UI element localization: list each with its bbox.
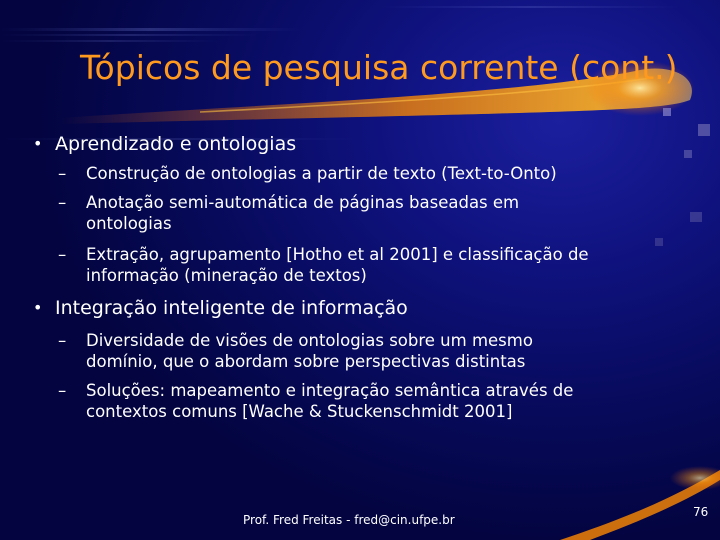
sub-item-line: domínio, que o abordam sobre perspectivas distintas (86, 351, 526, 371)
sub-item (58, 381, 574, 422)
page-number: 76 (693, 505, 709, 519)
sub-item-line: Soluções: mapeamento e integração semântica através de (86, 381, 574, 400)
bullet-text: Aprendizado e ontologias (55, 133, 297, 155)
sub-item-line: informação (mineração de textos) (86, 265, 367, 285)
sub-item (58, 164, 557, 185)
sub-item (58, 331, 533, 372)
dash: – (58, 245, 67, 264)
dash: – (58, 331, 67, 350)
sub-item-text: Construção de ontologias a partir de texto (Text-to-Onto) (86, 164, 557, 183)
slide-title: Tópicos de pesquisa corrente (cont.) (80, 48, 678, 87)
sub-item (58, 245, 589, 286)
dash: – (58, 193, 67, 212)
bullet-item (33, 297, 408, 319)
bullet-dot: • (33, 134, 43, 153)
bullet-item (33, 133, 297, 155)
dash: – (58, 381, 67, 400)
sub-item (58, 193, 520, 234)
slide-footer: Prof. Fred Freitas - fred@cin.ufpe.br (243, 513, 455, 527)
sub-item-line: Diversidade de visões de ontologias sobre um mesmo (86, 331, 533, 350)
sub-item-line: Extração, agrupamento [Hotho et al 2001] e classificação de (86, 245, 589, 264)
sub-item-line: Anotação semi-automática de páginas baseadas em (86, 193, 520, 212)
bullet-dot: • (33, 298, 43, 317)
bullet-text: Integração inteligente de informação (55, 297, 408, 319)
dash: – (58, 164, 67, 183)
sub-item-line: ontologias (86, 213, 172, 233)
sub-item-line: contextos comuns [Wache & Stuckenschmidt 2001] (86, 401, 513, 421)
